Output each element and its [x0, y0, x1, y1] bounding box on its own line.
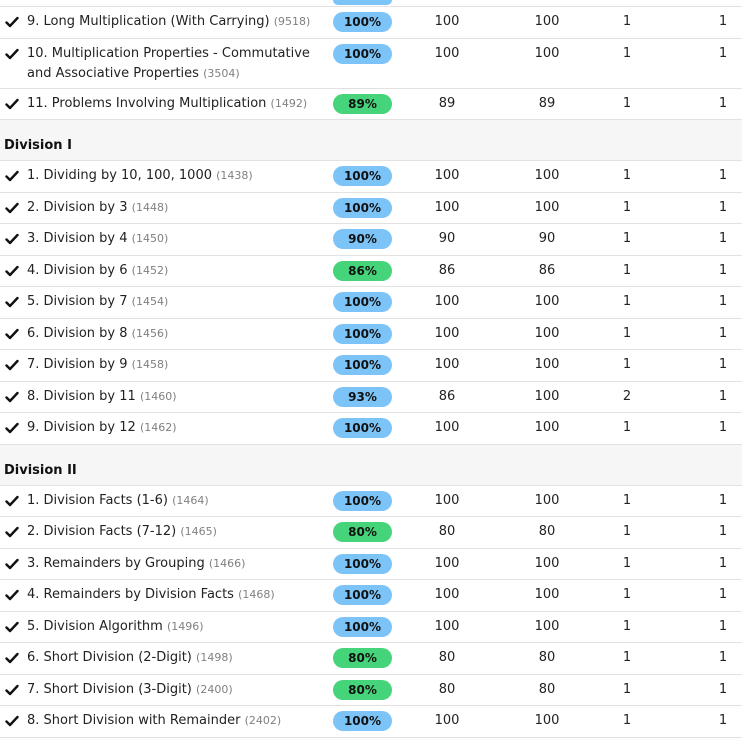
skill-row[interactable] [0, 89, 742, 121]
stat-col-4: 1 [718, 713, 728, 728]
stat-col-4: 1 [718, 14, 728, 29]
skill-name[interactable]: 4. Division by 6 [27, 262, 128, 278]
skill-row[interactable] [0, 382, 742, 414]
skill-id: (1465) [180, 525, 217, 538]
skill-title[interactable] [27, 44, 323, 84]
skill-name[interactable]: 5. Division Algorithm [27, 618, 163, 634]
stat-col-2: 100 [534, 555, 560, 571]
stat-col-4: 1 [718, 492, 728, 508]
stat-col-2: 100 [534, 325, 560, 341]
stat-col-1: 100 [434, 357, 460, 372]
checkmark-icon [5, 651, 19, 665]
stat-col-1: 100 [434, 713, 460, 728]
skill-title[interactable] [27, 198, 323, 218]
score-badge: 100% [333, 166, 392, 186]
skill-id: (1456) [131, 326, 169, 340]
skill-name[interactable]: 9. Division by 12 [27, 420, 136, 435]
skill-title[interactable] [27, 522, 323, 542]
checkmark-icon [5, 295, 19, 309]
stat-col-1: 86 [438, 388, 456, 404]
stat-col-2: 80 [538, 681, 556, 697]
checkmark-icon [5, 232, 19, 246]
stat-col-2: 100 [534, 420, 560, 435]
skill-row[interactable] [0, 7, 742, 39]
stat-col-4: 1 [718, 650, 728, 665]
checkmark-icon [5, 390, 19, 404]
skill-title[interactable] [27, 418, 323, 438]
stat-col-2: 100 [534, 45, 560, 61]
stat-col-4: 1 [718, 357, 728, 372]
stat-col-3: 1 [622, 14, 632, 29]
stat-col-3: 1 [622, 555, 632, 571]
skill-name[interactable]: 6. Division by 8 [27, 325, 128, 341]
stat-col-4: 1 [718, 420, 728, 435]
stat-col-1: 89 [438, 95, 456, 111]
skill-row[interactable] [0, 706, 742, 738]
stat-col-3: 1 [622, 681, 632, 697]
stat-col-2: 100 [534, 199, 560, 215]
skill-name[interactable]: 7. Division by 9 [27, 357, 128, 372]
skill-id: (9518) [273, 15, 311, 28]
stat-col-2: 100 [534, 357, 560, 372]
skill-row[interactable] [0, 319, 742, 351]
skill-name[interactable]: 6. Short Division (2-Digit) [27, 650, 192, 665]
section-header [0, 445, 742, 486]
checkmark-icon [5, 327, 19, 341]
skill-name[interactable]: 1. Dividing by 10, 100, 1000 [27, 168, 212, 183]
stat-col-3: 2 [622, 388, 632, 404]
score-badge: 100% [333, 292, 392, 312]
skill-id: (1448) [131, 200, 169, 214]
skill-title[interactable] [27, 12, 323, 32]
stat-col-3: 1 [622, 262, 632, 278]
stat-col-1: 100 [434, 555, 460, 571]
stat-col-3: 1 [622, 199, 632, 215]
skill-id: (1498) [196, 651, 233, 664]
stat-col-4: 1 [718, 262, 728, 278]
score-badge: 100% [333, 418, 392, 438]
checkmark-icon [5, 588, 19, 602]
score-badge: 100% [333, 198, 392, 218]
stat-col-1: 80 [438, 524, 456, 539]
stat-col-1: 100 [434, 492, 460, 508]
skill-id: (1452) [131, 263, 169, 277]
stat-col-1: 100 [434, 168, 460, 183]
checkmark-icon [5, 683, 19, 697]
stat-col-2: 100 [534, 618, 560, 634]
stat-col-3: 1 [622, 45, 632, 61]
stat-col-3: 1 [622, 713, 632, 728]
checkmark-icon [5, 264, 19, 278]
skill-name[interactable]: 2. Division Facts (7-12) [27, 524, 177, 539]
skill-title[interactable] [27, 617, 323, 637]
stat-col-4: 1 [718, 524, 728, 539]
skill-id: (1460) [139, 389, 177, 403]
skill-id: (2402) [244, 714, 282, 727]
stat-col-2: 100 [534, 713, 560, 728]
skill-name[interactable]: 5. Division by 7 [27, 294, 128, 309]
stat-col-4: 1 [718, 231, 728, 246]
skill-name[interactable]: 3. Remainders by Grouping [27, 555, 205, 571]
section-title: Division II [4, 462, 77, 478]
skill-name[interactable]: 7. Short Division (3-Digit) [27, 681, 192, 697]
skill-title[interactable] [27, 94, 323, 114]
previous-score-badge-edge [333, 0, 392, 5]
skill-row[interactable] [0, 39, 742, 89]
skill-name[interactable]: 8. Short Division with Remainder [27, 713, 241, 728]
skill-row[interactable] [0, 486, 742, 518]
skill-id: (1492) [270, 96, 308, 110]
stat-col-1: 100 [434, 199, 460, 215]
score-badge: 100% [333, 554, 392, 574]
score-badge: 100% [333, 711, 392, 731]
stat-col-2: 100 [534, 294, 560, 309]
skill-id: (2400) [196, 682, 233, 696]
skill-title[interactable] [27, 554, 323, 574]
score-badge: 80% [333, 680, 392, 700]
section-title: Division I [4, 138, 72, 153]
stat-col-3: 1 [622, 231, 632, 246]
score-badge: 100% [333, 491, 392, 511]
skill-title[interactable] [27, 324, 323, 344]
skill-id: (1458) [131, 358, 169, 371]
stat-col-1: 100 [434, 45, 460, 61]
skill-name[interactable]: 1. Division Facts (1-6) [27, 492, 168, 508]
score-badge: 93% [333, 387, 392, 407]
skill-id: (1462) [139, 421, 177, 434]
stat-col-3: 1 [622, 524, 632, 539]
stat-col-1: 100 [434, 420, 460, 435]
skill-id: (1468) [238, 588, 275, 601]
skill-title[interactable] [27, 387, 323, 407]
score-badge: 80% [333, 648, 392, 668]
stat-col-1: 100 [434, 618, 460, 634]
stat-col-4: 1 [718, 681, 728, 697]
stat-col-3: 1 [622, 357, 632, 372]
score-badge: 100% [333, 585, 392, 605]
skill-title[interactable] [27, 166, 323, 186]
stat-col-4: 1 [718, 388, 728, 404]
stat-col-4: 1 [718, 199, 728, 215]
stat-col-3: 1 [622, 325, 632, 341]
stat-col-1: 100 [434, 325, 460, 341]
stat-col-3: 1 [622, 168, 632, 183]
checkmark-icon [5, 169, 19, 183]
stat-col-1: 90 [438, 231, 456, 246]
stat-col-3: 1 [622, 294, 632, 309]
stat-col-3: 1 [622, 587, 632, 602]
skill-id: (1454) [131, 295, 169, 308]
stat-col-3: 1 [622, 650, 632, 665]
skill-id: (1450) [131, 232, 169, 245]
stat-col-1: 86 [438, 262, 456, 278]
score-badge: 86% [333, 261, 392, 281]
skill-name[interactable]: 9. Long Multiplication (With Carrying) [27, 14, 270, 29]
skill-title[interactable] [27, 680, 323, 700]
skill-name[interactable]: 8. Division by 11 [27, 388, 136, 404]
checkmark-icon [5, 201, 19, 215]
skill-id: (1466) [208, 556, 246, 570]
skill-row[interactable] [0, 287, 742, 319]
skill-row[interactable] [0, 350, 742, 382]
stat-col-1: 80 [438, 650, 456, 665]
checkmark-icon [5, 15, 19, 29]
stat-col-3: 1 [622, 618, 632, 634]
stat-col-3: 1 [622, 95, 632, 111]
skill-row[interactable] [0, 256, 742, 288]
stat-col-4: 1 [718, 45, 728, 61]
skill-row[interactable] [0, 675, 742, 707]
skill-title[interactable] [27, 585, 323, 605]
score-badge: 80% [333, 522, 392, 542]
stat-col-2: 100 [534, 388, 560, 404]
stat-col-2: 89 [538, 95, 556, 111]
skill-id: (1496) [166, 619, 204, 633]
stat-col-2: 80 [538, 524, 556, 539]
stat-col-4: 1 [718, 168, 728, 183]
skill-row[interactable] [0, 580, 742, 612]
stat-col-2: 100 [534, 168, 560, 183]
checkmark-icon [5, 47, 19, 61]
skill-title[interactable] [27, 491, 323, 511]
score-badge: 89% [333, 94, 392, 114]
skill-title[interactable] [27, 711, 323, 731]
stat-col-2: 100 [534, 587, 560, 602]
skill-title[interactable] [27, 648, 323, 668]
stat-col-2: 100 [534, 14, 560, 29]
stat-col-3: 1 [622, 420, 632, 435]
skill-name[interactable]: 10. Multiplication Properties - Commutative and Associative Properties [27, 45, 310, 81]
stat-col-2: 86 [538, 262, 556, 278]
skill-id: (1438) [216, 169, 253, 182]
skill-row[interactable] [0, 224, 742, 256]
skill-title[interactable] [27, 261, 323, 281]
skill-row[interactable] [0, 413, 742, 445]
skill-row[interactable] [0, 517, 742, 549]
skill-title[interactable] [27, 355, 323, 375]
checkmark-icon [5, 494, 19, 508]
score-badge: 100% [333, 324, 392, 344]
skill-title[interactable] [27, 229, 323, 249]
skill-row[interactable] [0, 161, 742, 193]
checkmark-icon [5, 525, 19, 539]
checkmark-icon [5, 358, 19, 372]
stat-col-3: 1 [622, 492, 632, 508]
section-header [0, 120, 742, 161]
skill-row[interactable] [0, 193, 742, 225]
stat-col-1: 100 [434, 14, 460, 29]
score-badge: 100% [333, 617, 392, 637]
checkmark-icon [5, 557, 19, 571]
skill-name[interactable]: 2. Division by 3 [27, 199, 128, 215]
score-badge: 100% [333, 12, 392, 32]
stat-col-1: 80 [438, 681, 456, 697]
checkmark-icon [5, 97, 19, 111]
skill-id: (1464) [172, 493, 209, 507]
stat-col-4: 1 [718, 587, 728, 602]
stat-col-2: 90 [538, 231, 556, 246]
stat-col-4: 1 [718, 95, 728, 111]
skill-name[interactable]: 11. Problems Involving Multiplication [27, 95, 267, 111]
score-badge: 100% [333, 355, 392, 375]
stat-col-4: 1 [718, 294, 728, 309]
checkmark-icon [5, 620, 19, 634]
checkmark-icon [5, 714, 19, 728]
score-badge: 90% [333, 229, 392, 249]
skill-name[interactable]: 4. Remainders by Division Facts [27, 587, 234, 602]
skill-name[interactable]: 3. Division by 4 [27, 231, 128, 246]
stat-col-1: 100 [434, 587, 460, 602]
stat-col-4: 1 [718, 555, 728, 571]
stat-col-4: 1 [718, 618, 728, 634]
stat-col-1: 100 [434, 294, 460, 309]
stat-col-2: 100 [534, 492, 560, 508]
skill-row[interactable] [0, 643, 742, 675]
skill-row[interactable] [0, 612, 742, 644]
skill-title[interactable] [27, 292, 323, 312]
stat-col-4: 1 [718, 325, 728, 341]
skill-id: (3504) [203, 66, 240, 80]
score-badge: 100% [333, 44, 392, 64]
checkmark-icon [5, 421, 19, 435]
skill-row[interactable] [0, 549, 742, 581]
stat-col-2: 80 [538, 650, 556, 665]
